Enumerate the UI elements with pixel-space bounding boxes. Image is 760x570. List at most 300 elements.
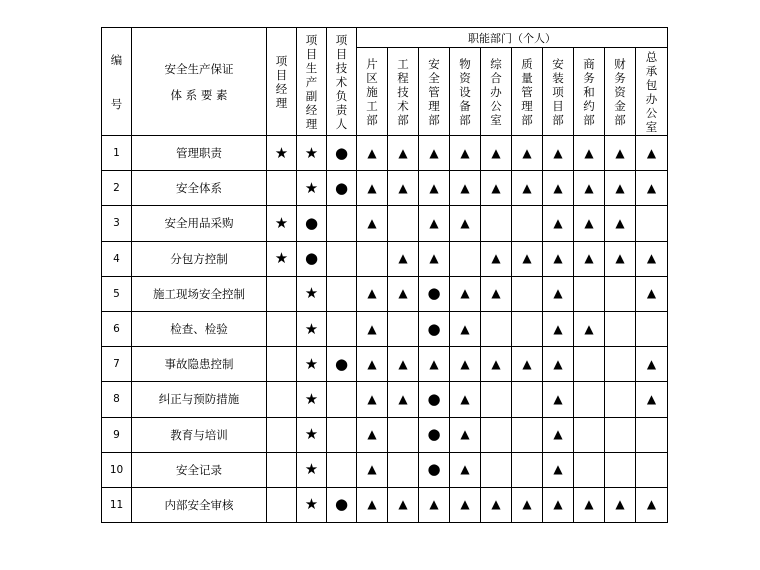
tri-icon: ▲ xyxy=(429,356,439,371)
tri-icon: ▲ xyxy=(553,427,563,442)
row-number: 1 xyxy=(102,136,132,171)
matrix-cell xyxy=(605,452,636,487)
matrix-cell xyxy=(636,452,668,487)
tri-icon: ▲ xyxy=(646,251,657,266)
matrix-cell xyxy=(605,206,636,241)
tri-icon: ▲ xyxy=(615,215,625,230)
star-icon: ★ xyxy=(304,178,319,197)
matrix-cell xyxy=(636,311,668,346)
matrix-cell xyxy=(605,276,636,311)
matrix-cell xyxy=(388,276,419,311)
matrix-cell xyxy=(267,417,297,452)
tri-icon: ▲ xyxy=(584,497,594,512)
dot-icon: ● xyxy=(427,389,441,408)
matrix-cell xyxy=(327,382,357,417)
tri-icon: ▲ xyxy=(367,286,377,301)
matrix-cell xyxy=(512,311,543,346)
matrix-cell xyxy=(388,171,419,206)
tri-icon: ▲ xyxy=(460,286,470,301)
matrix-cell xyxy=(388,136,419,171)
tri-icon: ▲ xyxy=(367,497,377,512)
row-element: 内部安全审核 xyxy=(132,487,267,522)
matrix-cell xyxy=(388,241,419,276)
matrix-cell xyxy=(297,382,327,417)
matrix-cell xyxy=(605,382,636,417)
tri-icon: ▲ xyxy=(646,356,657,371)
table-row xyxy=(102,276,668,311)
matrix-cell xyxy=(327,171,357,206)
tri-icon: ▲ xyxy=(398,145,408,160)
tri-icon: ▲ xyxy=(367,321,377,336)
matrix-cell xyxy=(543,452,574,487)
matrix-cell xyxy=(574,417,605,452)
star-icon: ★ xyxy=(304,460,319,479)
row-element: 安全用品采购 xyxy=(132,206,267,241)
tri-icon: ▲ xyxy=(429,145,439,160)
matrix-body xyxy=(102,136,668,523)
header-element: 安全生产保证 体 系 要 素 xyxy=(132,28,267,136)
tri-icon: ▲ xyxy=(522,497,532,512)
star-icon: ★ xyxy=(304,143,319,162)
matrix-cell xyxy=(297,241,327,276)
tri-icon: ▲ xyxy=(646,391,657,406)
matrix-cell xyxy=(512,241,543,276)
tri-icon: ▲ xyxy=(460,356,470,371)
row-element: 管理职责 xyxy=(132,136,267,171)
tri-icon: ▲ xyxy=(367,427,377,442)
tri-icon: ▲ xyxy=(460,462,470,477)
dot-icon: ● xyxy=(334,143,349,162)
matrix-cell xyxy=(267,382,297,417)
tri-icon: ▲ xyxy=(367,180,377,195)
row-number: 7 xyxy=(102,347,132,382)
tri-icon: ▲ xyxy=(553,286,563,301)
matrix-cell xyxy=(297,276,327,311)
tri-icon: ▲ xyxy=(615,497,625,512)
row-number: 4 xyxy=(102,241,132,276)
row-element: 教育与培训 xyxy=(132,417,267,452)
star-icon: ★ xyxy=(304,354,319,373)
tri-icon: ▲ xyxy=(646,286,657,301)
header-dept xyxy=(388,48,419,136)
matrix-cell xyxy=(357,311,388,346)
matrix-cell xyxy=(419,276,450,311)
matrix-cell xyxy=(481,206,512,241)
matrix-cell xyxy=(267,241,297,276)
dot-icon: ● xyxy=(334,354,349,373)
matrix-cell xyxy=(605,487,636,522)
tri-icon: ▲ xyxy=(398,391,408,406)
matrix-cell xyxy=(574,487,605,522)
matrix-cell xyxy=(636,487,668,522)
matrix-cell xyxy=(327,206,357,241)
tri-icon: ▲ xyxy=(553,145,563,160)
matrix-cell xyxy=(450,241,481,276)
tri-icon: ▲ xyxy=(460,180,470,195)
vertical-label: 工程技术部 xyxy=(397,56,409,127)
tri-icon: ▲ xyxy=(553,180,563,195)
tri-icon: ▲ xyxy=(522,180,532,195)
matrix-cell xyxy=(574,171,605,206)
tri-icon: ▲ xyxy=(460,497,470,512)
matrix-cell xyxy=(481,241,512,276)
header-dept xyxy=(605,48,636,136)
tri-icon: ▲ xyxy=(584,180,594,195)
matrix-cell xyxy=(450,452,481,487)
matrix-cell xyxy=(450,206,481,241)
header-dept xyxy=(543,48,574,136)
matrix-cell xyxy=(481,276,512,311)
matrix-cell xyxy=(267,206,297,241)
tri-icon: ▲ xyxy=(553,215,563,230)
tri-icon: ▲ xyxy=(553,321,563,336)
tri-icon: ▲ xyxy=(491,286,501,301)
header-tech-lead xyxy=(327,28,357,136)
matrix-cell xyxy=(419,136,450,171)
star-icon: ★ xyxy=(304,284,319,303)
matrix-cell xyxy=(297,417,327,452)
matrix-cell xyxy=(636,206,668,241)
matrix-cell xyxy=(267,136,297,171)
matrix-cell xyxy=(605,171,636,206)
vertical-label: 项目技术负责人 xyxy=(335,32,348,131)
table-row xyxy=(102,206,668,241)
matrix-cell xyxy=(297,347,327,382)
tri-icon: ▲ xyxy=(491,356,501,371)
matrix-cell xyxy=(388,382,419,417)
matrix-cell xyxy=(388,347,419,382)
row-number: 5 xyxy=(102,276,132,311)
tri-icon: ▲ xyxy=(398,356,408,371)
row-number: 2 xyxy=(102,171,132,206)
tri-icon: ▲ xyxy=(491,497,501,512)
vertical-label: 物资设备部 xyxy=(459,56,471,127)
matrix-cell xyxy=(543,241,574,276)
matrix-cell xyxy=(450,417,481,452)
matrix-cell xyxy=(543,136,574,171)
row-number: 9 xyxy=(102,417,132,452)
matrix-cell xyxy=(512,347,543,382)
matrix-cell xyxy=(419,347,450,382)
matrix-cell xyxy=(512,452,543,487)
tri-icon: ▲ xyxy=(522,251,532,266)
header-number: 编 号 xyxy=(102,28,132,136)
header-dept-group: 职能部门（个人） xyxy=(357,28,668,48)
tri-icon: ▲ xyxy=(491,180,501,195)
star-icon: ★ xyxy=(304,495,319,514)
matrix-cell xyxy=(481,487,512,522)
matrix-cell xyxy=(357,382,388,417)
matrix-cell xyxy=(481,417,512,452)
tri-icon: ▲ xyxy=(553,251,563,266)
tri-icon: ▲ xyxy=(460,215,470,230)
matrix-cell xyxy=(267,452,297,487)
vertical-label: 商务和约部 xyxy=(583,56,595,127)
matrix-cell xyxy=(543,206,574,241)
star-icon: ★ xyxy=(304,319,319,338)
row-number: 10 xyxy=(102,452,132,487)
tri-icon: ▲ xyxy=(491,145,501,160)
table-row xyxy=(102,311,668,346)
tri-icon: ▲ xyxy=(398,497,408,512)
dot-icon: ● xyxy=(427,319,441,338)
vertical-label: 质量管理部 xyxy=(521,56,533,127)
tri-icon: ▲ xyxy=(398,180,408,195)
row-number: 6 xyxy=(102,311,132,346)
matrix-cell xyxy=(388,311,419,346)
matrix-cell xyxy=(450,171,481,206)
matrix-cell xyxy=(543,311,574,346)
star-icon: ★ xyxy=(274,143,289,162)
header-dept xyxy=(636,48,668,136)
matrix-cell xyxy=(297,487,327,522)
tri-icon: ▲ xyxy=(615,251,625,266)
tri-icon: ▲ xyxy=(615,180,625,195)
table-row xyxy=(102,452,668,487)
matrix-cell xyxy=(450,276,481,311)
tri-icon: ▲ xyxy=(460,145,470,160)
matrix-cell xyxy=(605,241,636,276)
vertical-label: 安装项目部 xyxy=(552,56,564,127)
vertical-label: 综合办公室 xyxy=(490,56,502,127)
tri-icon: ▲ xyxy=(367,145,377,160)
header-dept xyxy=(574,48,605,136)
matrix-cell xyxy=(327,452,357,487)
dot-icon: ● xyxy=(304,249,319,268)
tri-icon: ▲ xyxy=(460,321,470,336)
matrix-cell xyxy=(574,311,605,346)
matrix-cell xyxy=(388,452,419,487)
matrix-cell xyxy=(357,276,388,311)
table-row xyxy=(102,417,668,452)
matrix-cell xyxy=(450,311,481,346)
matrix-cell xyxy=(481,171,512,206)
table-row xyxy=(102,241,668,276)
matrix-cell xyxy=(636,241,668,276)
matrix-cell xyxy=(357,171,388,206)
matrix-cell xyxy=(636,136,668,171)
tri-icon: ▲ xyxy=(429,215,439,230)
row-element: 安全体系 xyxy=(132,171,267,206)
tri-icon: ▲ xyxy=(398,251,408,266)
matrix-cell xyxy=(636,382,668,417)
matrix-cell xyxy=(357,347,388,382)
vertical-label: 项目生产副经理 xyxy=(305,32,318,131)
matrix-cell xyxy=(574,382,605,417)
matrix-cell xyxy=(543,276,574,311)
tri-icon: ▲ xyxy=(646,497,657,512)
matrix-cell xyxy=(543,347,574,382)
tri-icon: ▲ xyxy=(584,215,594,230)
dot-icon: ● xyxy=(334,178,349,197)
row-element: 安全记录 xyxy=(132,452,267,487)
matrix-cell xyxy=(481,382,512,417)
row-element: 检查、检验 xyxy=(132,311,267,346)
safety-responsibility-matrix xyxy=(101,27,668,523)
tri-icon: ▲ xyxy=(553,356,563,371)
matrix-cell xyxy=(388,487,419,522)
matrix-cell xyxy=(636,171,668,206)
tri-icon: ▲ xyxy=(584,321,594,336)
header-project-manager xyxy=(267,28,297,136)
matrix-cell xyxy=(512,171,543,206)
matrix-cell xyxy=(297,452,327,487)
matrix-cell xyxy=(450,347,481,382)
row-element: 施工现场安全控制 xyxy=(132,276,267,311)
matrix-cell xyxy=(357,417,388,452)
vertical-label: 总承包办公室 xyxy=(645,49,658,134)
table-row xyxy=(102,347,668,382)
matrix-cell xyxy=(543,382,574,417)
vertical-label: 片区施工部 xyxy=(366,56,378,127)
matrix-cell xyxy=(450,382,481,417)
matrix-cell xyxy=(357,206,388,241)
matrix-cell xyxy=(450,487,481,522)
row-element: 事故隐患控制 xyxy=(132,347,267,382)
tri-icon: ▲ xyxy=(615,145,625,160)
matrix-cell xyxy=(543,487,574,522)
matrix-cell xyxy=(419,241,450,276)
matrix-cell xyxy=(512,382,543,417)
tri-icon: ▲ xyxy=(429,180,439,195)
tri-icon: ▲ xyxy=(367,391,377,406)
star-icon: ★ xyxy=(274,213,289,232)
table-row xyxy=(102,487,668,522)
header-dept xyxy=(419,48,450,136)
dot-icon: ● xyxy=(427,284,441,303)
matrix-cell xyxy=(267,171,297,206)
header-dept xyxy=(481,48,512,136)
matrix-cell xyxy=(419,171,450,206)
matrix-cell xyxy=(481,452,512,487)
matrix-cell xyxy=(574,452,605,487)
matrix-cell xyxy=(481,347,512,382)
matrix-cell xyxy=(327,311,357,346)
matrix-cell xyxy=(574,276,605,311)
matrix-cell xyxy=(327,417,357,452)
star-icon: ★ xyxy=(304,425,319,444)
matrix-cell xyxy=(297,311,327,346)
tri-icon: ▲ xyxy=(522,145,532,160)
matrix-cell xyxy=(267,347,297,382)
matrix-cell xyxy=(605,417,636,452)
matrix-cell xyxy=(357,452,388,487)
table-row xyxy=(102,382,668,417)
matrix-cell xyxy=(327,136,357,171)
tri-icon: ▲ xyxy=(553,462,563,477)
row-number: 11 xyxy=(102,487,132,522)
matrix-cell xyxy=(419,382,450,417)
dot-icon: ● xyxy=(427,425,441,444)
dot-icon: ● xyxy=(304,213,319,232)
matrix-cell xyxy=(419,417,450,452)
matrix-cell xyxy=(297,136,327,171)
matrix-cell xyxy=(297,206,327,241)
matrix-cell xyxy=(419,311,450,346)
matrix-cell xyxy=(297,171,327,206)
tri-icon: ▲ xyxy=(367,462,377,477)
matrix-cell xyxy=(450,136,481,171)
matrix-cell xyxy=(512,136,543,171)
tri-icon: ▲ xyxy=(553,497,563,512)
header-dept xyxy=(450,48,481,136)
dot-icon: ● xyxy=(334,495,349,514)
matrix-cell xyxy=(327,487,357,522)
header-deputy-manager xyxy=(297,28,327,136)
matrix-cell xyxy=(357,241,388,276)
tri-icon: ▲ xyxy=(367,215,377,230)
tri-icon: ▲ xyxy=(646,145,657,160)
tri-icon: ▲ xyxy=(553,391,563,406)
matrix-cell xyxy=(605,347,636,382)
matrix-cell xyxy=(388,206,419,241)
matrix-cell xyxy=(267,276,297,311)
row-element: 分包方控制 xyxy=(132,241,267,276)
matrix-cell xyxy=(327,241,357,276)
matrix-cell xyxy=(419,452,450,487)
matrix-cell xyxy=(388,417,419,452)
vertical-label: 财务资金部 xyxy=(614,56,626,127)
matrix-cell xyxy=(512,206,543,241)
header-dept xyxy=(357,48,388,136)
star-icon: ★ xyxy=(274,249,289,268)
vertical-label: 安全管理部 xyxy=(428,56,440,127)
matrix-cell xyxy=(512,276,543,311)
matrix-cell xyxy=(605,136,636,171)
tri-icon: ▲ xyxy=(429,497,439,512)
matrix-cell xyxy=(481,311,512,346)
matrix-cell xyxy=(574,347,605,382)
matrix-cell xyxy=(636,347,668,382)
matrix-cell xyxy=(481,136,512,171)
matrix-cell xyxy=(574,136,605,171)
row-number: 3 xyxy=(102,206,132,241)
tri-icon: ▲ xyxy=(460,427,470,442)
matrix-cell xyxy=(543,417,574,452)
row-element: 纠正与预防措施 xyxy=(132,382,267,417)
row-number: 8 xyxy=(102,382,132,417)
matrix-cell xyxy=(267,487,297,522)
star-icon: ★ xyxy=(304,389,319,408)
tri-icon: ▲ xyxy=(491,251,501,266)
tri-icon: ▲ xyxy=(584,145,594,160)
tri-icon: ▲ xyxy=(584,251,594,266)
matrix-cell xyxy=(419,206,450,241)
matrix-cell xyxy=(574,241,605,276)
matrix-cell xyxy=(512,487,543,522)
matrix-cell xyxy=(636,276,668,311)
table-row xyxy=(102,171,668,206)
matrix-cell xyxy=(636,417,668,452)
tri-icon: ▲ xyxy=(460,391,470,406)
vertical-label: 项目经理 xyxy=(275,53,288,110)
header-dept xyxy=(512,48,543,136)
matrix-cell xyxy=(267,311,297,346)
matrix-cell xyxy=(357,487,388,522)
tri-icon: ▲ xyxy=(367,356,377,371)
tri-icon: ▲ xyxy=(429,251,439,266)
tri-icon: ▲ xyxy=(398,286,408,301)
matrix-cell xyxy=(543,171,574,206)
matrix-cell xyxy=(419,487,450,522)
tri-icon: ▲ xyxy=(522,356,532,371)
matrix-cell xyxy=(605,311,636,346)
matrix-cell xyxy=(574,206,605,241)
matrix-cell xyxy=(512,417,543,452)
matrix-cell xyxy=(327,347,357,382)
matrix-cell xyxy=(327,276,357,311)
tri-icon: ▲ xyxy=(646,180,657,195)
